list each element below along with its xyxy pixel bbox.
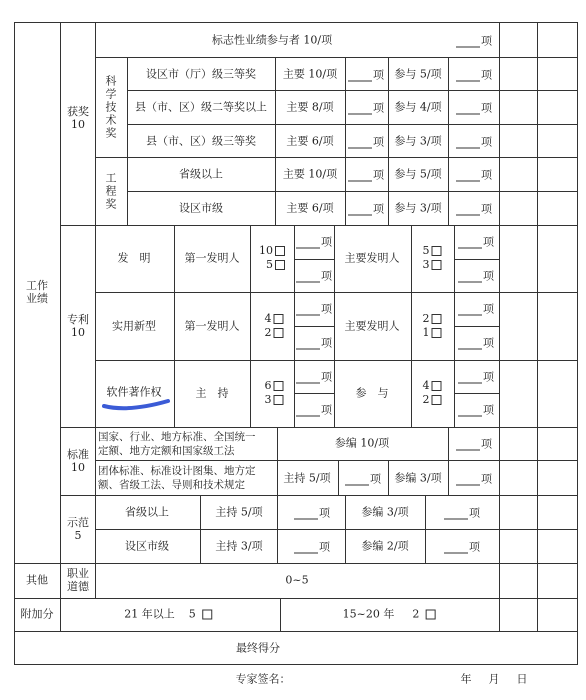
county-third-prize-label: 县（市、区）级三等奖	[146, 134, 256, 148]
count-blank[interactable]: 项	[296, 270, 332, 283]
other-label: 其他	[26, 573, 48, 587]
year-label: 年	[460, 672, 472, 686]
patent-label: 专利 10	[67, 313, 89, 339]
professional-ethics-label: 职业道德	[67, 567, 89, 593]
checkbox-pair: 4 2	[265, 313, 284, 339]
count-blank[interactable]: 项	[456, 169, 492, 182]
demonstration-label: 示范 5	[67, 516, 89, 542]
main-inventor-label: 主要发明人	[344, 319, 400, 333]
checkbox-pair: 10 5	[259, 245, 285, 271]
count-blank[interactable]: 项	[456, 102, 492, 115]
count-blank[interactable]: 项	[456, 438, 492, 451]
demo-host-3-label: 主持 3/项	[215, 539, 263, 553]
host-5-label: 主持 5/项	[283, 471, 331, 485]
ethics-range: 0~5	[285, 573, 309, 587]
demo-city-label: 设区市级	[125, 539, 169, 553]
participate-4-label: 参与 4/项	[394, 100, 442, 114]
group-standard-label: 团体标准、标准设计图集、地方定 额、省级工法、导则和技术规定	[98, 465, 256, 491]
main-10-label: 主要 10/项	[282, 167, 338, 181]
checkbox[interactable]	[425, 609, 435, 619]
count-blank[interactable]: 项	[458, 404, 494, 417]
count-blank[interactable]: 项	[456, 473, 492, 486]
award-label: 获奖 10	[67, 105, 89, 131]
count-blank[interactable]: 项	[294, 541, 330, 554]
invention-label: 发 明	[117, 251, 151, 265]
demo-compile-2-label: 参编 2/项	[361, 539, 409, 553]
count-blank[interactable]: 项	[444, 541, 480, 554]
count-blank[interactable]: 项	[456, 203, 492, 216]
count-blank[interactable]: 项	[458, 303, 494, 316]
final-score-label: 最终得分	[236, 641, 280, 655]
work-performance-label: 工作业绩	[26, 279, 48, 305]
engineering-award-label: 工程奖	[105, 171, 117, 211]
count-blank[interactable]: 项	[296, 236, 332, 249]
main-8-label: 主要 8/项	[286, 100, 334, 114]
checkbox-pair: 5 3	[423, 245, 442, 271]
count-blank[interactable]: 项	[296, 303, 332, 316]
provincial-above-label: 省级以上	[179, 167, 223, 181]
count-blank[interactable]: 项	[444, 507, 480, 520]
count-blank[interactable]: 项	[458, 270, 494, 283]
highlight-scribble	[100, 396, 172, 412]
software-copyright-label: 软件著作权	[106, 385, 162, 399]
checkbox[interactable]	[432, 260, 442, 270]
checkbox[interactable]	[274, 395, 284, 405]
count-blank[interactable]: 项	[456, 136, 492, 149]
city-level-label: 设区市级	[179, 201, 223, 215]
over-21-years: 21 年以上 5	[124, 608, 212, 621]
checkbox[interactable]	[274, 314, 284, 324]
national-standard-label: 国家、行业、地方标准、全国统一 定额、地方定额和国家级工法	[98, 431, 256, 457]
day-label: 日	[516, 672, 528, 686]
demo-host-5-label: 主持 5/项	[215, 505, 263, 519]
main-inventor-label: 主要发明人	[344, 251, 400, 265]
checkbox[interactable]	[432, 246, 442, 256]
main-6-label: 主要 6/项	[286, 201, 334, 215]
utility-model-label: 实用新型	[112, 319, 156, 333]
count-blank[interactable]: 项	[296, 337, 332, 350]
county-second-prize-label: 县（市、区）级二等奖以上	[135, 100, 267, 114]
month-label: 月	[488, 672, 500, 686]
score-blank[interactable]: 项	[456, 35, 492, 48]
bonus-points-label: 附加分	[20, 607, 54, 621]
count-blank[interactable]: 项	[296, 404, 332, 417]
checkbox[interactable]	[274, 381, 284, 391]
expert-signature-label: 专家签名：	[235, 672, 291, 686]
first-inventor-label: 第一发明人	[184, 319, 240, 333]
landmark-achievement-label: 标志性业绩参与者 10/项	[211, 33, 333, 47]
count-blank[interactable]: 项	[456, 69, 492, 82]
years-15-20: 15~20 年 2	[343, 608, 436, 621]
count-blank[interactable]: 项	[294, 507, 330, 520]
city-third-prize-label: 设区市（厅）级三等奖	[146, 67, 256, 81]
checkbox-pair: 4 2	[423, 380, 442, 406]
checkbox-pair: 6 3	[265, 380, 284, 406]
compile-3-label: 参编 3/项	[394, 471, 442, 485]
count-blank[interactable]: 项	[458, 236, 494, 249]
checkbox[interactable]	[275, 260, 285, 270]
count-blank[interactable]: 项	[458, 337, 494, 350]
participate-3-label: 参与 3/项	[394, 134, 442, 148]
count-blank[interactable]: 项	[348, 102, 384, 115]
compile-10-label: 参编 10/项	[334, 436, 390, 450]
first-inventor-label: 第一发明人	[184, 251, 240, 265]
checkbox[interactable]	[432, 314, 442, 324]
count-blank[interactable]: 项	[348, 136, 384, 149]
count-blank[interactable]: 项	[348, 69, 384, 82]
participate-label: 参 与	[355, 386, 389, 400]
checkbox[interactable]	[432, 328, 442, 338]
main-6-label: 主要 6/项	[286, 134, 334, 148]
count-blank[interactable]: 项	[345, 473, 381, 486]
checkbox[interactable]	[432, 381, 442, 391]
count-blank[interactable]: 项	[348, 203, 384, 216]
count-blank[interactable]: 项	[458, 371, 494, 384]
demo-provincial-label: 省级以上	[125, 505, 169, 519]
count-blank[interactable]: 项	[348, 169, 384, 182]
participate-5-label: 参与 5/项	[394, 67, 442, 81]
checkbox[interactable]	[432, 395, 442, 405]
checkbox[interactable]	[275, 246, 285, 256]
main-10-label: 主要 10/项	[282, 67, 338, 81]
checkbox-pair: 2 1	[423, 313, 442, 339]
participate-5-label: 参与 5/项	[394, 167, 442, 181]
count-blank[interactable]: 项	[296, 371, 332, 384]
science-tech-award-label: 科学技术奖	[105, 74, 117, 140]
standard-label: 标准 10	[67, 448, 89, 474]
host-label: 主 持	[195, 386, 229, 400]
demo-compile-3-label: 参编 3/项	[361, 505, 409, 519]
checkbox[interactable]	[202, 609, 212, 619]
checkbox[interactable]	[274, 328, 284, 338]
participate-3-label: 参与 3/项	[394, 201, 442, 215]
